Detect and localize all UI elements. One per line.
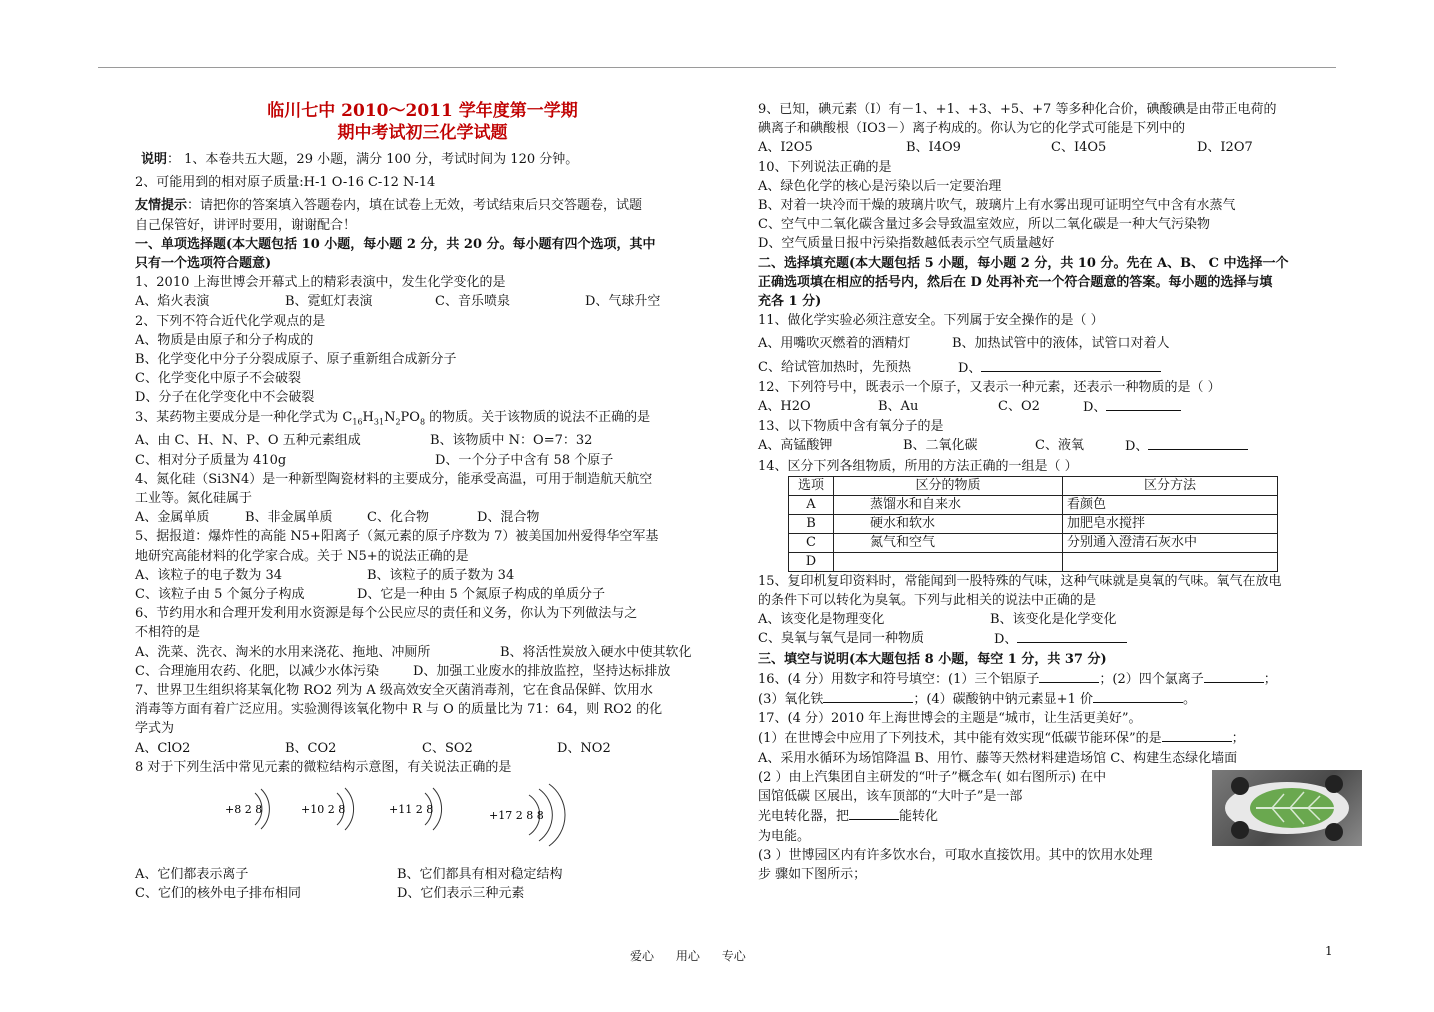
q10-option-d: D、空气质量日报中污染指数越低表示空气质量越好 bbox=[758, 236, 1055, 252]
tip-line1: ：请把你的答案填入答题卷内，填在试卷上无效，考试结束后只交答题卷，试题 bbox=[187, 198, 643, 214]
q16-line2: (3）氧化铁 ；(4）碳酸钠中钠元素显+1 价 。 bbox=[758, 689, 1343, 709]
q4-option-b: B、非金属单质 bbox=[245, 510, 333, 526]
answer-blank bbox=[981, 358, 1161, 372]
footer-motto-3: 专心 bbox=[721, 949, 746, 963]
q8-option-b: B、它们都具有相对稳定结构 bbox=[397, 867, 563, 883]
q3-option-c: C、相对分子质量为 410g bbox=[135, 452, 287, 468]
answer-blank[interactable] bbox=[1039, 669, 1099, 683]
q1-option-b: B、霓虹灯表演 bbox=[285, 294, 373, 310]
q17-line7: 为电能。 bbox=[758, 828, 811, 844]
table-cell: A bbox=[789, 495, 834, 514]
q5-option-a: A、该粒子的电子数为 34 bbox=[135, 567, 283, 583]
q14-table bbox=[788, 476, 1278, 572]
q12-options bbox=[758, 397, 1343, 417]
section1-heading-cont: 只有一个选项符合题意) bbox=[135, 256, 272, 272]
table-header-cell: 选项 bbox=[789, 476, 834, 495]
exam-title-line1: 临川七中 2010～2011 学年度第一学期 bbox=[267, 101, 578, 121]
q6-option-b: B、将活性炭放入硬水中使其软化 bbox=[500, 644, 692, 660]
q5-option-b: B、该粒子的质子数为 34 bbox=[367, 567, 515, 583]
q2-stem: 2、下列不符合近代化学观点的是 bbox=[135, 313, 326, 329]
q5-option-c: C、该粒子由 5 个氮分子构成 bbox=[135, 587, 305, 603]
q13-option-d[interactable]: D、 bbox=[1125, 436, 1248, 456]
section1-heading: 一、单项选择题(本大题包括 10 小题，每小题 2 分，共 20 分。每小题有四个选项，其中 bbox=[135, 236, 656, 252]
q7-stem-cont2: 学式为 bbox=[135, 721, 175, 737]
table-cell: D bbox=[789, 552, 834, 571]
q15-option-d[interactable]: D、 bbox=[994, 629, 1127, 649]
q14-stem: 14、区分下列各组物质，所用的方法正确的一组是（ ） bbox=[758, 458, 1078, 474]
q10-option-c: C、空气中二氧化碳含量过多会导致温室效应，所以二氧化碳是一种大气污染物 bbox=[758, 217, 1210, 233]
table-cell: 硬水和软水 bbox=[834, 514, 1063, 533]
q10-option-b: B、对着一块冷而干燥的玻璃片吹气，玻璃片上有水雾出现可证明空气中含有水蒸气 bbox=[758, 198, 1236, 214]
q8-stem: 8 对于下列生活中常见元素的微粒结构示意图，有关说法正确的是 bbox=[135, 759, 512, 775]
q7-option-a: A、ClO2 bbox=[135, 740, 191, 756]
table-row bbox=[789, 514, 1278, 533]
q9-option-b: B、I4O9 bbox=[906, 140, 961, 156]
q15-stem: 15、复印机复印资料时，常能闻到一股特殊的气味，这种气味就是臭氧的气味。氧气在放电 bbox=[758, 573, 1282, 589]
q10-stem: 10、下列说法正确的是 bbox=[758, 159, 892, 175]
q17-line9: 步 骤如下图所示； bbox=[758, 866, 867, 882]
q13-option-a: A、高锰酸钾 bbox=[758, 438, 833, 454]
q17-line8: (3 ）世博园区内有许多饮水台，可取水直接饮用。其中的饮用水处理 bbox=[758, 847, 1153, 863]
q3-option-d: D、一个分子中含有 58 个原子 bbox=[435, 452, 614, 468]
q2-option-d: D、分子在化学变化中不会破裂 bbox=[135, 390, 315, 406]
answer-blank[interactable] bbox=[1162, 728, 1232, 742]
table-cell: B bbox=[789, 514, 834, 533]
q11-option-b: B、加热试管中的液体，试管口对着人 bbox=[952, 336, 1170, 352]
q9-option-d: D、I2O7 bbox=[1197, 140, 1253, 156]
q3-option-b: B、该物质中 N：O=7：32 bbox=[430, 433, 593, 449]
table-row bbox=[789, 495, 1278, 514]
section2-heading-cont: 正确选项填在相应的括号内，然后在 D 处再补充一个符合题意的答案。每小题的选择与填 bbox=[758, 274, 1273, 290]
q4-options bbox=[135, 508, 710, 527]
q6-option-c: C、合理施用农药、化肥，以减少水体污染 bbox=[135, 663, 379, 679]
q12-option-d[interactable]: D、 bbox=[1083, 397, 1181, 417]
q9-option-c: C、I4O5 bbox=[1051, 140, 1107, 156]
note-line1: ： 1、本卷共五大题，29 小题，满分 100 分，考试时间为 120 分钟。 bbox=[167, 152, 579, 167]
q9-stem-cont: 碘离子和碘酸根（IO3－）离子构成的。你认为它的化学式可能是下列中的 bbox=[758, 121, 1186, 137]
q7-option-b: B、CO2 bbox=[285, 740, 337, 756]
q8-option-c: C、它们的核外电子排布相同 bbox=[135, 886, 301, 902]
atom-structure-diagram bbox=[385, 779, 455, 839]
q5-stem: 5、据报道：爆炸性的高能 N5+阳离子（氮元素的原子序数为 7）被美国加州爱得华空军基 bbox=[135, 529, 659, 545]
q12-option-b: B、Au bbox=[878, 399, 919, 415]
section3-heading: 三、填空与说明(本大题包括 8 小题，每空 1 分，共 37 分) bbox=[758, 651, 1107, 667]
q1-option-a: A、焰火表演 bbox=[135, 294, 210, 310]
table-row bbox=[789, 533, 1278, 552]
q5-stem-cont: 地研究高能材料的化学家合成。关于 N5+的说法正确的是 bbox=[135, 548, 469, 564]
q4-option-a: A、金属单质 bbox=[135, 510, 210, 526]
table-header-cell: 区分方法 bbox=[1063, 476, 1278, 495]
section2-heading-cont2: 充各 1 分) bbox=[758, 294, 822, 310]
q1-option-d: D、气球升空 bbox=[585, 294, 661, 310]
q4-option-d: D、混合物 bbox=[477, 510, 540, 526]
q15-option-a: A、该变化是物理变化 bbox=[758, 612, 885, 628]
q1-option-c: C、音乐喷泉 bbox=[435, 294, 510, 310]
q6-option-a: A、洗菜、洗衣、淘米的水用来浇花、拖地、冲厕所 bbox=[135, 644, 431, 660]
q4-stem: 4、氮化硅（Si3N4）是一种新型陶瓷材料的主要成分，能承受高温，可用于制造航天航空 bbox=[135, 471, 653, 487]
q3-stem: 3、某药物主要成分是一种化学式为 $C_{16}H_{31}N_2PO_8$ 的物质。关于该物质的说法不正确的是 bbox=[135, 409, 651, 427]
left-column bbox=[135, 100, 710, 904]
table-header-row bbox=[789, 476, 1278, 495]
q15-option-c: C、臭氧与氧气是同一种物质 bbox=[758, 631, 924, 647]
table-cell: C bbox=[789, 533, 834, 552]
q12-stem: 12、下列符号中，既表示一个原子，又表示一种元素，还表示一种物质的是（ ） bbox=[758, 379, 1221, 395]
table-cell: 分别通入澄清石灰水中 bbox=[1063, 533, 1278, 552]
q6-stem-cont: 不相符的是 bbox=[135, 625, 201, 641]
atom-structure-diagram bbox=[217, 779, 277, 839]
q7-stem-cont: 消毒等方面有着广泛应用。实验测得该氧化物中 R 与 O 的质量比为 71：64，则 RO2 的化 bbox=[135, 702, 663, 718]
q4-stem-cont: 工业等。氮化硅属于 bbox=[135, 491, 253, 507]
q5-option-d: D、它是一种由 5 个氮原子构成的单质分子 bbox=[357, 587, 605, 603]
table-row bbox=[789, 552, 1278, 571]
q11-option-a: A、用嘴吹灭燃着的酒精灯 bbox=[758, 336, 911, 352]
leaf-concept-car-image bbox=[1212, 770, 1362, 846]
q6-option-d: D、加强工业废水的排放监控，坚持达标排放 bbox=[413, 663, 671, 679]
tip-line2: 自己保管好，讲评时要用，谢谢配合！ bbox=[135, 217, 357, 233]
q7-option-d: D、NO2 bbox=[557, 740, 611, 756]
svg-text:+10 2 8: +10 2 8 bbox=[301, 803, 346, 817]
right-column bbox=[758, 100, 1343, 884]
table-header-cell: 区分的物质 bbox=[834, 476, 1063, 495]
q6-stem: 6、节约用水和合理开发利用水资源是每个公民应尽的责任和义务，你认为下列做法与之 bbox=[135, 606, 638, 622]
section2-heading: 二、选择填充题(本大题包括 5 小题，每小题 2 分，共 10 分。先在 A、B、 C 中选择一个 bbox=[758, 255, 1289, 271]
q2-option-b: B、化学变化中分子分裂成原子、原子重新组合成新分子 bbox=[135, 352, 457, 368]
q11-option-d[interactable]: D、 bbox=[958, 358, 1161, 378]
q17-line3: A、采用水循环为场馆降温 B、用竹、藤等天然材料建造场馆 C、构建生态绿化墙面 bbox=[758, 750, 1238, 766]
q9-stem: 9、已知，碘元素（I）有－1、+1、+3、+5、+7 等多种化合价，碘酸碘是由带正电荷的 bbox=[758, 102, 1277, 117]
footer-motto-2: 用心 bbox=[675, 949, 700, 963]
table-cell: 蒸馏水和自来水 bbox=[834, 495, 1063, 514]
answer-blank[interactable] bbox=[1093, 689, 1183, 703]
answer-blank bbox=[1148, 436, 1248, 450]
q7-stem: 7、世界卫生组织将某氧化物 RO2 列为 A 级高效安全灭菌消毒剂，它在食品保鲜、饮用水 bbox=[135, 683, 653, 699]
q17-line5: 国馆低碳 区展出，该车顶部的“大叶子”是一部 bbox=[758, 789, 1023, 805]
q11-stem: 11、做化学实验必须注意安全。下列属于安全操作的是（ ） bbox=[758, 313, 1104, 329]
q11-option-c: C、给试管加热时，先预热 bbox=[758, 359, 911, 375]
header-rule bbox=[98, 67, 1336, 68]
q13-option-c: C、液氧 bbox=[1035, 438, 1084, 454]
q16-line1: 16、(4 分）用数字和符号填空：(1）三个铝原子 ；(2）四个氯离子 ； bbox=[758, 669, 1343, 689]
note-label: 说明 bbox=[141, 152, 168, 167]
answer-blank bbox=[1106, 397, 1181, 411]
q2-option-c: C、化学变化中原子不会破裂 bbox=[135, 371, 301, 387]
page-footer bbox=[630, 947, 764, 964]
page-number: 1 bbox=[1325, 944, 1333, 958]
q15-option-b: B、该变化是化学变化 bbox=[990, 612, 1117, 628]
table-cell: 加肥皂水搅拌 bbox=[1063, 514, 1278, 533]
q17-line2: (1）在世博会中应用了下列技术，其中能有效实现“低碳节能环保”的是 ； bbox=[758, 728, 1343, 748]
q12-option-c: C、O2 bbox=[998, 399, 1040, 415]
note-line2: 2、可能用到的相对原子质量:H-1 O-16 C-12 N-14 bbox=[135, 175, 436, 191]
q2-option-a: A、物质是由原子和分子构成的 bbox=[135, 332, 314, 348]
table-cell: 氮气和空气 bbox=[834, 533, 1063, 552]
tip-label: 友情提示 bbox=[135, 198, 188, 214]
q10-option-a: A、绿色化学的核心是污染以后一定要治理 bbox=[758, 178, 1002, 194]
q4-option-c: C、化合物 bbox=[367, 510, 429, 526]
exam-title-line2: 期中考试初三化学试题 bbox=[337, 123, 508, 143]
q13-stem: 13、以下物质中含有氧分子的是 bbox=[758, 419, 944, 435]
answer-blank[interactable] bbox=[1204, 669, 1264, 683]
q12-option-a: A、H2O bbox=[758, 399, 811, 415]
q9-options bbox=[758, 138, 1343, 157]
table-cell: 看颜色 bbox=[1063, 495, 1278, 514]
q17-line6: 光电转化器，把 能转化 bbox=[758, 806, 1343, 826]
svg-text:+8 2 8: +8 2 8 bbox=[225, 803, 263, 817]
answer-blank[interactable] bbox=[823, 689, 913, 703]
q17-line4: (2 ）由上汽集团自主研发的“叶子”概念车( 如右图所示) 在中 bbox=[758, 769, 1107, 785]
table-cell[interactable] bbox=[1063, 552, 1278, 571]
svg-text:+17 2 8 8: +17 2 8 8 bbox=[489, 809, 544, 823]
atom-structure-diagram bbox=[485, 779, 575, 851]
q3-option-a: A、由 C、H、N、P、O 五种元素组成 bbox=[135, 433, 361, 449]
answer-blank bbox=[1017, 629, 1127, 643]
q15-stem-cont: 的条件下可以转化为臭氧。下列与此相关的说法中正确的是 bbox=[758, 593, 1097, 609]
atom-structure-diagram bbox=[297, 779, 367, 839]
q17-line1: 17、(4 分）2010 年上海世博会的主题是“城市，让生活更美好”。 bbox=[758, 711, 1142, 727]
q7-option-c: C、SO2 bbox=[422, 740, 473, 756]
q8-option-a: A、它们都表示离子 bbox=[135, 867, 249, 883]
q13-option-b: B、二氧化碳 bbox=[903, 438, 978, 454]
atom-diagrams bbox=[135, 777, 710, 865]
q8-option-d: D、它们表示三种元素 bbox=[397, 886, 525, 902]
svg-text:+11 2 8: +11 2 8 bbox=[389, 803, 434, 817]
q13-options bbox=[758, 436, 1343, 456]
table-cell[interactable] bbox=[834, 552, 1063, 571]
answer-blank[interactable] bbox=[849, 806, 899, 820]
footer-motto-1: 爱心 bbox=[630, 949, 655, 963]
q1-options bbox=[135, 292, 710, 311]
q7-options bbox=[135, 739, 710, 758]
q1-stem: 1、2010 上海世博会开幕式上的精彩表演中，发生化学变化的是 bbox=[135, 275, 506, 291]
q9-option-a: A、I2O5 bbox=[758, 140, 813, 156]
